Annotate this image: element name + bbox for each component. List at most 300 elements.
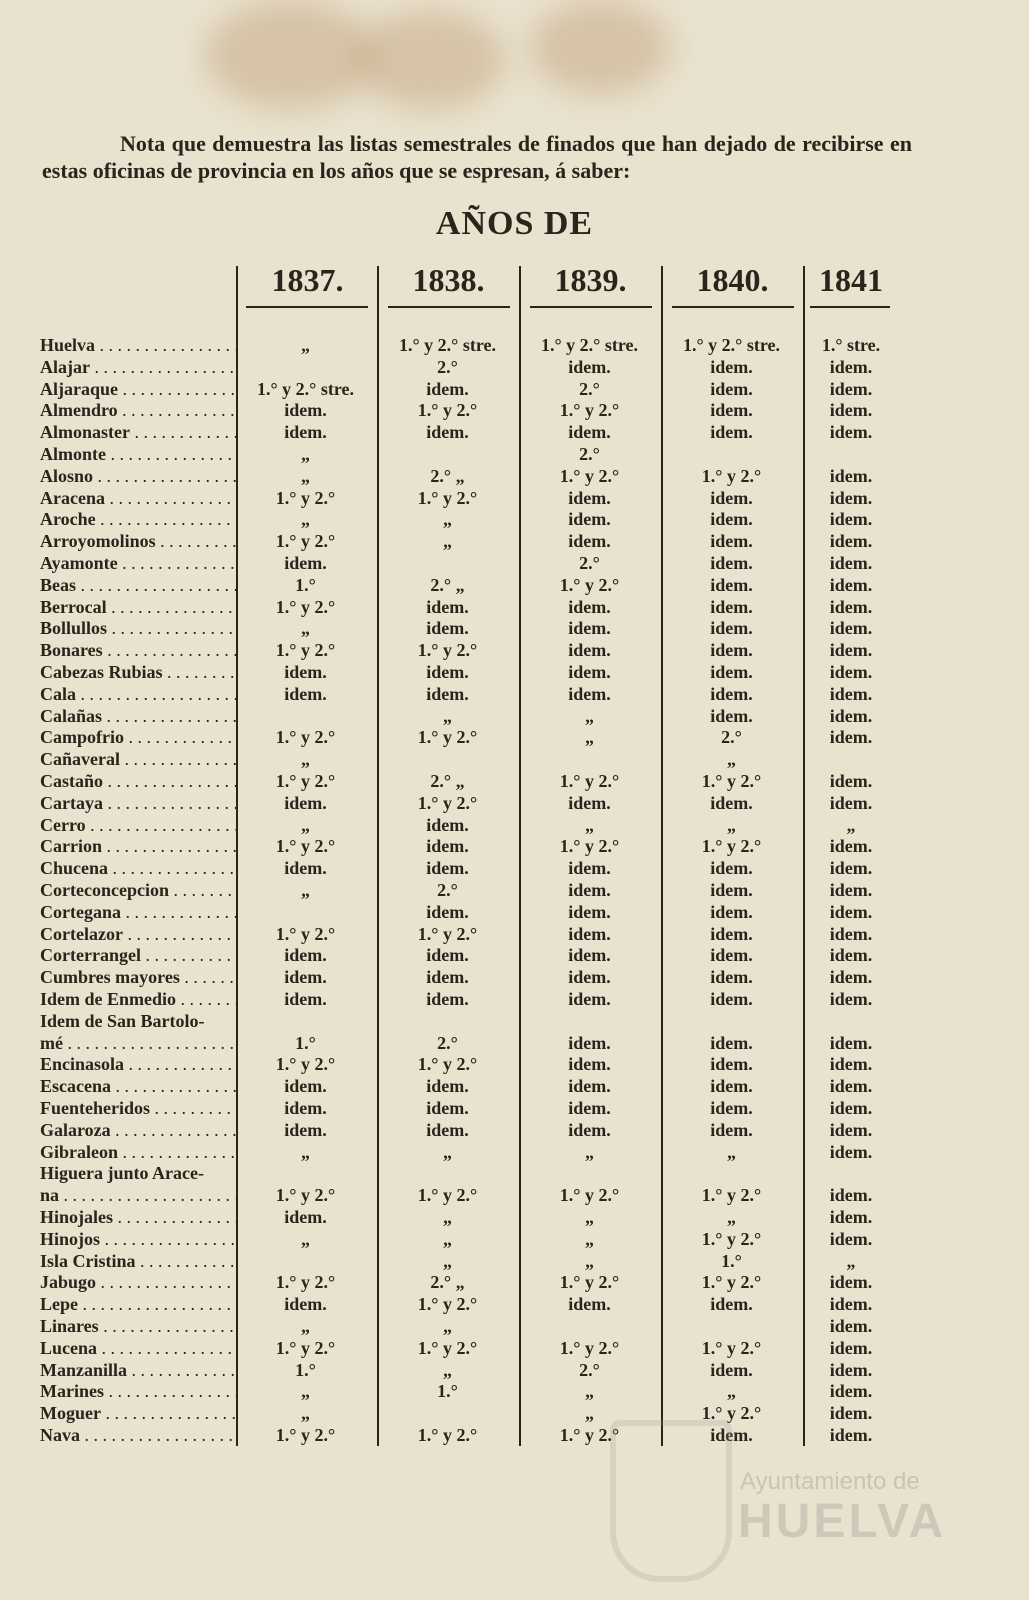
table-row (40, 792, 920, 814)
year-cell: idem. (829, 553, 873, 573)
year-cell: idem. (710, 509, 753, 530)
year-cell: idem. (829, 989, 873, 1009)
year-cell: idem. (710, 1054, 753, 1075)
table-row (40, 726, 920, 748)
year-cell: „ (301, 444, 310, 464)
town-name: Galaroza . . . (40, 1119, 236, 1141)
year-cell: „ (301, 509, 310, 530)
table-row (40, 1359, 920, 1381)
year-cell: idem. (568, 901, 611, 922)
year-cell: idem. (829, 1316, 873, 1336)
town-name: na . . . (40, 1184, 236, 1206)
year-cell: idem. (568, 1032, 611, 1053)
year-cell: 1.° y 2.° (559, 465, 620, 486)
year-cell: idem. (710, 422, 753, 443)
year-cell: „ (443, 705, 452, 726)
year-cell: 1.° (295, 1359, 316, 1380)
year-cell: idem. (829, 1141, 873, 1162)
table-row (40, 639, 920, 661)
town-name: mé . . . (40, 1032, 236, 1054)
year-heading: 1839. (554, 262, 627, 298)
table-row (40, 944, 920, 966)
table-row (40, 1010, 920, 1032)
table-row (40, 966, 920, 988)
table-row (40, 378, 920, 400)
year-cell: 1.° y 2.° (417, 923, 478, 944)
year-cell: idem. (568, 1076, 611, 1097)
year-cell: idem. (284, 792, 327, 813)
table-row (40, 1250, 920, 1272)
year-cell: idem. (710, 1119, 753, 1140)
year-cell: idem. (568, 596, 611, 617)
year-cell: idem. (426, 683, 469, 704)
town-name: Marines . . . (40, 1380, 236, 1402)
town-name: Cortelazor . . . (40, 923, 236, 945)
town-name: Lepe . . . (40, 1293, 236, 1315)
year-underline (810, 306, 890, 308)
town-name: Aljaraque . . . (40, 378, 236, 400)
year-cell: 1.° y 2.° (559, 771, 620, 791)
year-cell: „ (585, 1381, 594, 1402)
year-cell: 1.° y 2.° (701, 1337, 762, 1358)
town-name: Carrion . . . (40, 835, 236, 857)
year-cell: idem. (829, 771, 873, 791)
year-cell: idem. (426, 1076, 469, 1097)
town-name: Bollullos . . . (40, 617, 236, 639)
table-row (40, 552, 920, 574)
year-cell: 1.° stre. (821, 335, 881, 355)
year-cell: „ (443, 509, 452, 530)
year-cell: idem. (568, 1098, 611, 1118)
year-cell: idem. (829, 465, 873, 486)
table-row (40, 814, 920, 836)
watermark-line1: Ayuntamiento de (740, 1468, 920, 1495)
year-cell: idem. (568, 792, 611, 813)
year-cell: 2.° (437, 880, 458, 900)
year-cell: 1.° (295, 574, 316, 595)
year-cell: 1.° y 2.° (275, 771, 336, 791)
town-name: Encinasola . . . (40, 1053, 236, 1075)
table-row (40, 574, 920, 596)
year-cell: 1.° y 2.° (701, 1185, 762, 1206)
year-underline (388, 306, 510, 308)
table-row (40, 1032, 920, 1054)
year-cell: 1.° y 2.° (275, 596, 336, 617)
year-cell: idem. (568, 858, 611, 879)
year-cell: idem. (710, 531, 753, 552)
year-cell: 1.° y 2.° (701, 836, 762, 857)
year-cell: idem. (829, 727, 873, 748)
watermark-shield-icon (610, 1420, 732, 1582)
table-row (40, 683, 920, 705)
town-name: Almonaster . . . (40, 421, 236, 443)
year-underline (530, 306, 652, 308)
year-cell: idem. (829, 1228, 873, 1249)
watermark-line2: HUELVA (738, 1495, 947, 1548)
year-cell: idem. (710, 1359, 753, 1380)
year-cell: idem. (829, 662, 873, 682)
year-cell: idem. (568, 509, 611, 530)
year-cell: idem. (710, 400, 753, 421)
town-name: Idem de San Bartolo- (40, 1010, 205, 1031)
town-name: Cartaya . . . (40, 792, 236, 814)
town-name: Calañas . . . (40, 705, 236, 727)
year-cell: „ (301, 749, 310, 770)
year-cell: 1.° y 2.° (275, 487, 336, 508)
town-name: Corteconcepcion . . . (40, 879, 236, 901)
table-row (40, 1337, 920, 1359)
year-cell: idem. (284, 989, 327, 1009)
town-name: Corterrangel . . . (40, 944, 236, 966)
year-cell: idem. (284, 858, 327, 879)
town-name: Almonte . . . (40, 443, 236, 465)
year-cell: 1.° y 2.° stre. (682, 335, 781, 355)
year-cell: „ (727, 1381, 736, 1402)
year-cell: „ (727, 1141, 736, 1162)
town-name: Manzanilla . . . (40, 1359, 236, 1381)
year-cell: „ (585, 1403, 594, 1424)
year-cell: „ (301, 814, 310, 835)
year-cell: „ (301, 335, 310, 355)
year-cell: idem. (829, 923, 873, 944)
stain (530, 0, 670, 95)
town-name: Lucena . . . (40, 1337, 236, 1359)
year-cell: 1.° y 2.° (417, 1294, 478, 1315)
year-cell: „ (443, 1207, 452, 1227)
year-cell: idem. (426, 945, 469, 966)
table-row (40, 465, 920, 487)
town-name: Moguer . . . (40, 1402, 236, 1424)
year-cell: „ (301, 1316, 310, 1336)
year-heading: 1837. (271, 262, 344, 298)
town-name: Higuera junto Arace- (40, 1163, 204, 1184)
year-underline (246, 306, 368, 308)
year-cell: idem. (710, 487, 753, 508)
town-name: Ayamonte . . . (40, 552, 236, 574)
year-cell: 1.° y 2.° (559, 400, 620, 421)
year-underline (672, 306, 794, 308)
town-name: Cabezas Rubias . . . (40, 661, 236, 683)
year-cell: idem. (829, 945, 873, 966)
year-cell: 2.° „ (430, 771, 465, 791)
town-name: Bonares . . . (40, 639, 236, 661)
town-name: Linares . . . (40, 1315, 236, 1337)
table-row (40, 705, 920, 727)
table-row (40, 661, 920, 683)
year-cell: idem. (568, 923, 611, 944)
year-cell: idem. (284, 1294, 327, 1315)
year-cell: 1.° y 2.° (275, 1054, 336, 1075)
town-name: Gibraleon . . . (40, 1141, 236, 1163)
year-cell: „ (727, 1207, 736, 1227)
year-cell: idem. (568, 967, 611, 988)
year-cell: idem. (829, 1272, 873, 1293)
year-cell: idem. (829, 356, 873, 377)
year-cell: idem. (568, 880, 611, 900)
year-cell: 1.° y 2.° (559, 836, 620, 857)
town-name: Alosno . . . (40, 465, 236, 487)
year-cell: idem. (829, 618, 873, 639)
year-cell: 2.° „ (430, 465, 465, 486)
table-row (40, 1097, 920, 1119)
year-cell: idem. (710, 858, 753, 879)
year-cell: 1.° y 2.° (701, 1228, 762, 1249)
table-row (40, 617, 920, 639)
year-cell: „ (443, 1316, 452, 1336)
year-cell: 2.° (437, 356, 458, 377)
year-cell: idem. (829, 531, 873, 552)
year-cell: idem. (426, 989, 469, 1009)
year-cell: idem. (710, 967, 753, 988)
table-row (40, 988, 920, 1010)
year-cell: „ (585, 1207, 594, 1227)
year-cell: idem. (568, 356, 611, 377)
table-row (40, 1424, 920, 1446)
year-cell: „ (585, 1228, 594, 1249)
year-cell: „ (301, 1141, 310, 1162)
year-cell: idem. (710, 923, 753, 944)
town-name: Huelva . . . (40, 334, 236, 356)
year-cell: idem. (568, 531, 611, 552)
year-cell: idem. (568, 487, 611, 508)
year-cell: 1.° y 2.° (417, 1054, 478, 1075)
year-cell: idem. (284, 683, 327, 704)
table-row (40, 901, 920, 923)
year-cell: idem. (426, 618, 469, 639)
year-heading: 1838. (412, 262, 485, 298)
table-row (40, 1402, 920, 1424)
year-cell: idem. (710, 640, 753, 661)
town-name: Alajar . . . (40, 356, 236, 378)
year-cell: idem. (829, 378, 873, 399)
year-cell: idem. (829, 1294, 873, 1315)
town-name: Beas . . . (40, 574, 236, 596)
town-name: Cerro . . . (40, 814, 236, 836)
year-cell: „ (585, 1141, 594, 1162)
year-cell: idem. (284, 1119, 327, 1140)
year-cell: „ (585, 705, 594, 726)
table-row (40, 487, 920, 509)
year-cell: idem. (829, 836, 873, 857)
year-cell: idem. (710, 945, 753, 966)
year-cell: 1.° y 2.° (417, 400, 478, 421)
year-cell: „ (301, 1403, 310, 1424)
year-cell: idem. (829, 1119, 873, 1140)
year-cell: idem. (426, 901, 469, 922)
table-row (40, 596, 920, 618)
stain (355, 10, 505, 110)
intro-paragraph (42, 130, 912, 184)
year-cell: idem. (829, 400, 873, 421)
town-name: Berrocal . . . (40, 596, 236, 618)
table-row (40, 835, 920, 857)
year-cell: 1.° y 2.° (417, 792, 478, 813)
town-name: Idem de Enmedio . . . (40, 988, 236, 1010)
town-name: Arroyomolinos . . . (40, 530, 236, 552)
year-cell: „ (443, 1141, 452, 1162)
year-cell: 1.° y 2.° (701, 771, 762, 791)
year-cell: „ (443, 1359, 452, 1380)
table-row (40, 923, 920, 945)
table-row (40, 334, 920, 356)
table-row (40, 530, 920, 552)
town-name: Cumbres mayores . . . (40, 966, 236, 988)
year-cell: „ (301, 880, 310, 900)
year-cell: idem. (710, 792, 753, 813)
town-name: Cortegana . . . (40, 901, 236, 923)
year-cell: 1.° y 2.° stre. (398, 335, 497, 355)
year-cell: idem. (710, 356, 753, 377)
year-cell: idem. (829, 1185, 873, 1206)
year-cell: „ (727, 749, 736, 770)
year-cell: „ (301, 465, 310, 486)
year-cell: 2.° (579, 553, 600, 573)
year-cell: idem. (710, 1076, 753, 1097)
year-cell: „ (443, 1228, 452, 1249)
year-cell: 2.° „ (430, 1272, 465, 1293)
year-cell: idem. (284, 945, 327, 966)
year-cell: 1.° y 2.° (559, 1272, 620, 1293)
year-cell: 1.° y 2.° stre. (540, 335, 639, 355)
table-row (40, 399, 920, 421)
table-row (40, 1271, 920, 1293)
year-cell: idem. (710, 901, 753, 922)
year-cell: idem. (710, 618, 753, 639)
year-cell: 2.° (721, 727, 742, 748)
table-row (40, 1206, 920, 1228)
year-cell: idem. (568, 618, 611, 639)
year-cell: idem. (568, 662, 611, 682)
town-name: Campofrio . . . (40, 726, 236, 748)
year-cell: idem. (568, 640, 611, 661)
year-cell: idem. (829, 901, 873, 922)
year-cell: idem. (710, 683, 753, 704)
year-cell: idem. (710, 662, 753, 682)
year-cell: idem. (829, 1359, 873, 1380)
year-cell: idem. (568, 1294, 611, 1315)
year-cell: idem. (284, 1207, 327, 1227)
table-row (40, 1184, 920, 1206)
year-cell: 1.° y 2.° (275, 923, 336, 944)
year-cell: idem. (829, 1403, 873, 1424)
year-cell: „ (301, 618, 310, 639)
year-cell: idem. (829, 1207, 873, 1227)
year-cell: idem. (284, 422, 327, 443)
year-cell: idem. (568, 989, 611, 1009)
town-name: Aroche . . . (40, 508, 236, 530)
year-cell: idem. (568, 683, 611, 704)
year-cell: 1.° y 2.° (275, 1185, 336, 1206)
year-cell: idem. (829, 487, 873, 508)
year-cell: idem. (568, 1054, 611, 1075)
table-row (40, 508, 920, 530)
year-cell: idem. (829, 1076, 873, 1097)
town-name: Aracena . . . (40, 487, 236, 509)
year-cell: idem. (710, 989, 753, 1009)
year-heading: 1841 (819, 262, 883, 298)
table-row (40, 1380, 920, 1402)
year-cell: idem. (829, 596, 873, 617)
year-cell: idem. (710, 1294, 753, 1315)
year-cell: idem. (829, 1098, 873, 1118)
year-cell: „ (846, 814, 856, 835)
year-cell: 2.° (579, 378, 600, 399)
year-cell: 1.° y 2.° (559, 574, 620, 595)
year-cell: idem. (284, 553, 327, 573)
year-cell: 1.° y 2.° (275, 640, 336, 661)
table-row (40, 356, 920, 378)
year-cell: idem. (284, 662, 327, 682)
town-name: Almendro . . . (40, 399, 236, 421)
year-cell: idem. (829, 1425, 873, 1445)
year-cell: 1.° y 2.° (559, 1425, 620, 1445)
year-cell: „ (585, 814, 594, 835)
year-cell: idem. (426, 378, 469, 399)
intro-text: Nota que demuestra las listas semestrales de finados que han dejado de recibirse en estas oficinas de provincia en los años que se espresan, á saber: (42, 131, 912, 183)
year-cell: „ (727, 814, 736, 835)
year-cell: idem. (426, 596, 469, 617)
year-cell: „ (443, 1250, 452, 1271)
year-cell: 1.° y 2.° (275, 531, 336, 552)
town-name: Jabugo . . . (40, 1271, 236, 1293)
town-name: Hinojos . . . (40, 1228, 236, 1250)
year-cell: idem. (829, 1054, 873, 1075)
year-cell: idem. (710, 705, 753, 726)
page-heading: AÑOS DE (435, 205, 594, 242)
year-cell: idem. (284, 1098, 327, 1118)
year-cell: idem. (426, 662, 469, 682)
year-cell: 1.° (295, 1032, 316, 1053)
table-row (40, 1119, 920, 1141)
year-cell: idem. (426, 836, 469, 857)
year-cell: idem. (829, 792, 873, 813)
year-cell: idem. (829, 574, 873, 595)
year-cell: idem. (829, 1381, 873, 1402)
year-cell: idem. (284, 400, 327, 421)
year-cell: 1.° y 2.° (275, 1337, 336, 1358)
table-row (40, 857, 920, 879)
year-cell: 1.° y 2.° (417, 1337, 478, 1358)
year-cell: „ (301, 1381, 310, 1402)
year-cell: idem. (710, 553, 753, 573)
town-name: Escacena . . . (40, 1075, 236, 1097)
town-name: Nava . . . (40, 1424, 236, 1446)
year-cell: idem. (829, 705, 873, 726)
year-cell: idem. (829, 967, 873, 988)
year-cell: 1.° y 2.° (701, 1272, 762, 1293)
year-cell: 1.° y 2.° (559, 1185, 620, 1206)
year-cell: idem. (710, 1032, 753, 1053)
year-cell: „ (301, 1228, 310, 1249)
year-heading: 1840. (696, 262, 769, 298)
table-row (40, 1228, 920, 1250)
year-cell: idem. (710, 378, 753, 399)
year-cell: idem. (710, 574, 753, 595)
year-cell: „ (443, 531, 452, 552)
year-cell: idem. (568, 422, 611, 443)
table-row (40, 1293, 920, 1315)
table-row (40, 443, 920, 465)
year-cell: 1.° y 2.° (275, 1425, 336, 1445)
year-cell: idem. (829, 683, 873, 704)
year-cell: idem. (568, 1119, 611, 1140)
year-cell: 1.° y 2.° (417, 727, 478, 748)
year-cell: idem. (426, 1119, 469, 1140)
year-cell: idem. (829, 640, 873, 661)
stain (205, 0, 375, 110)
year-cell: idem. (426, 422, 469, 443)
year-cell: 2.° (579, 444, 600, 464)
